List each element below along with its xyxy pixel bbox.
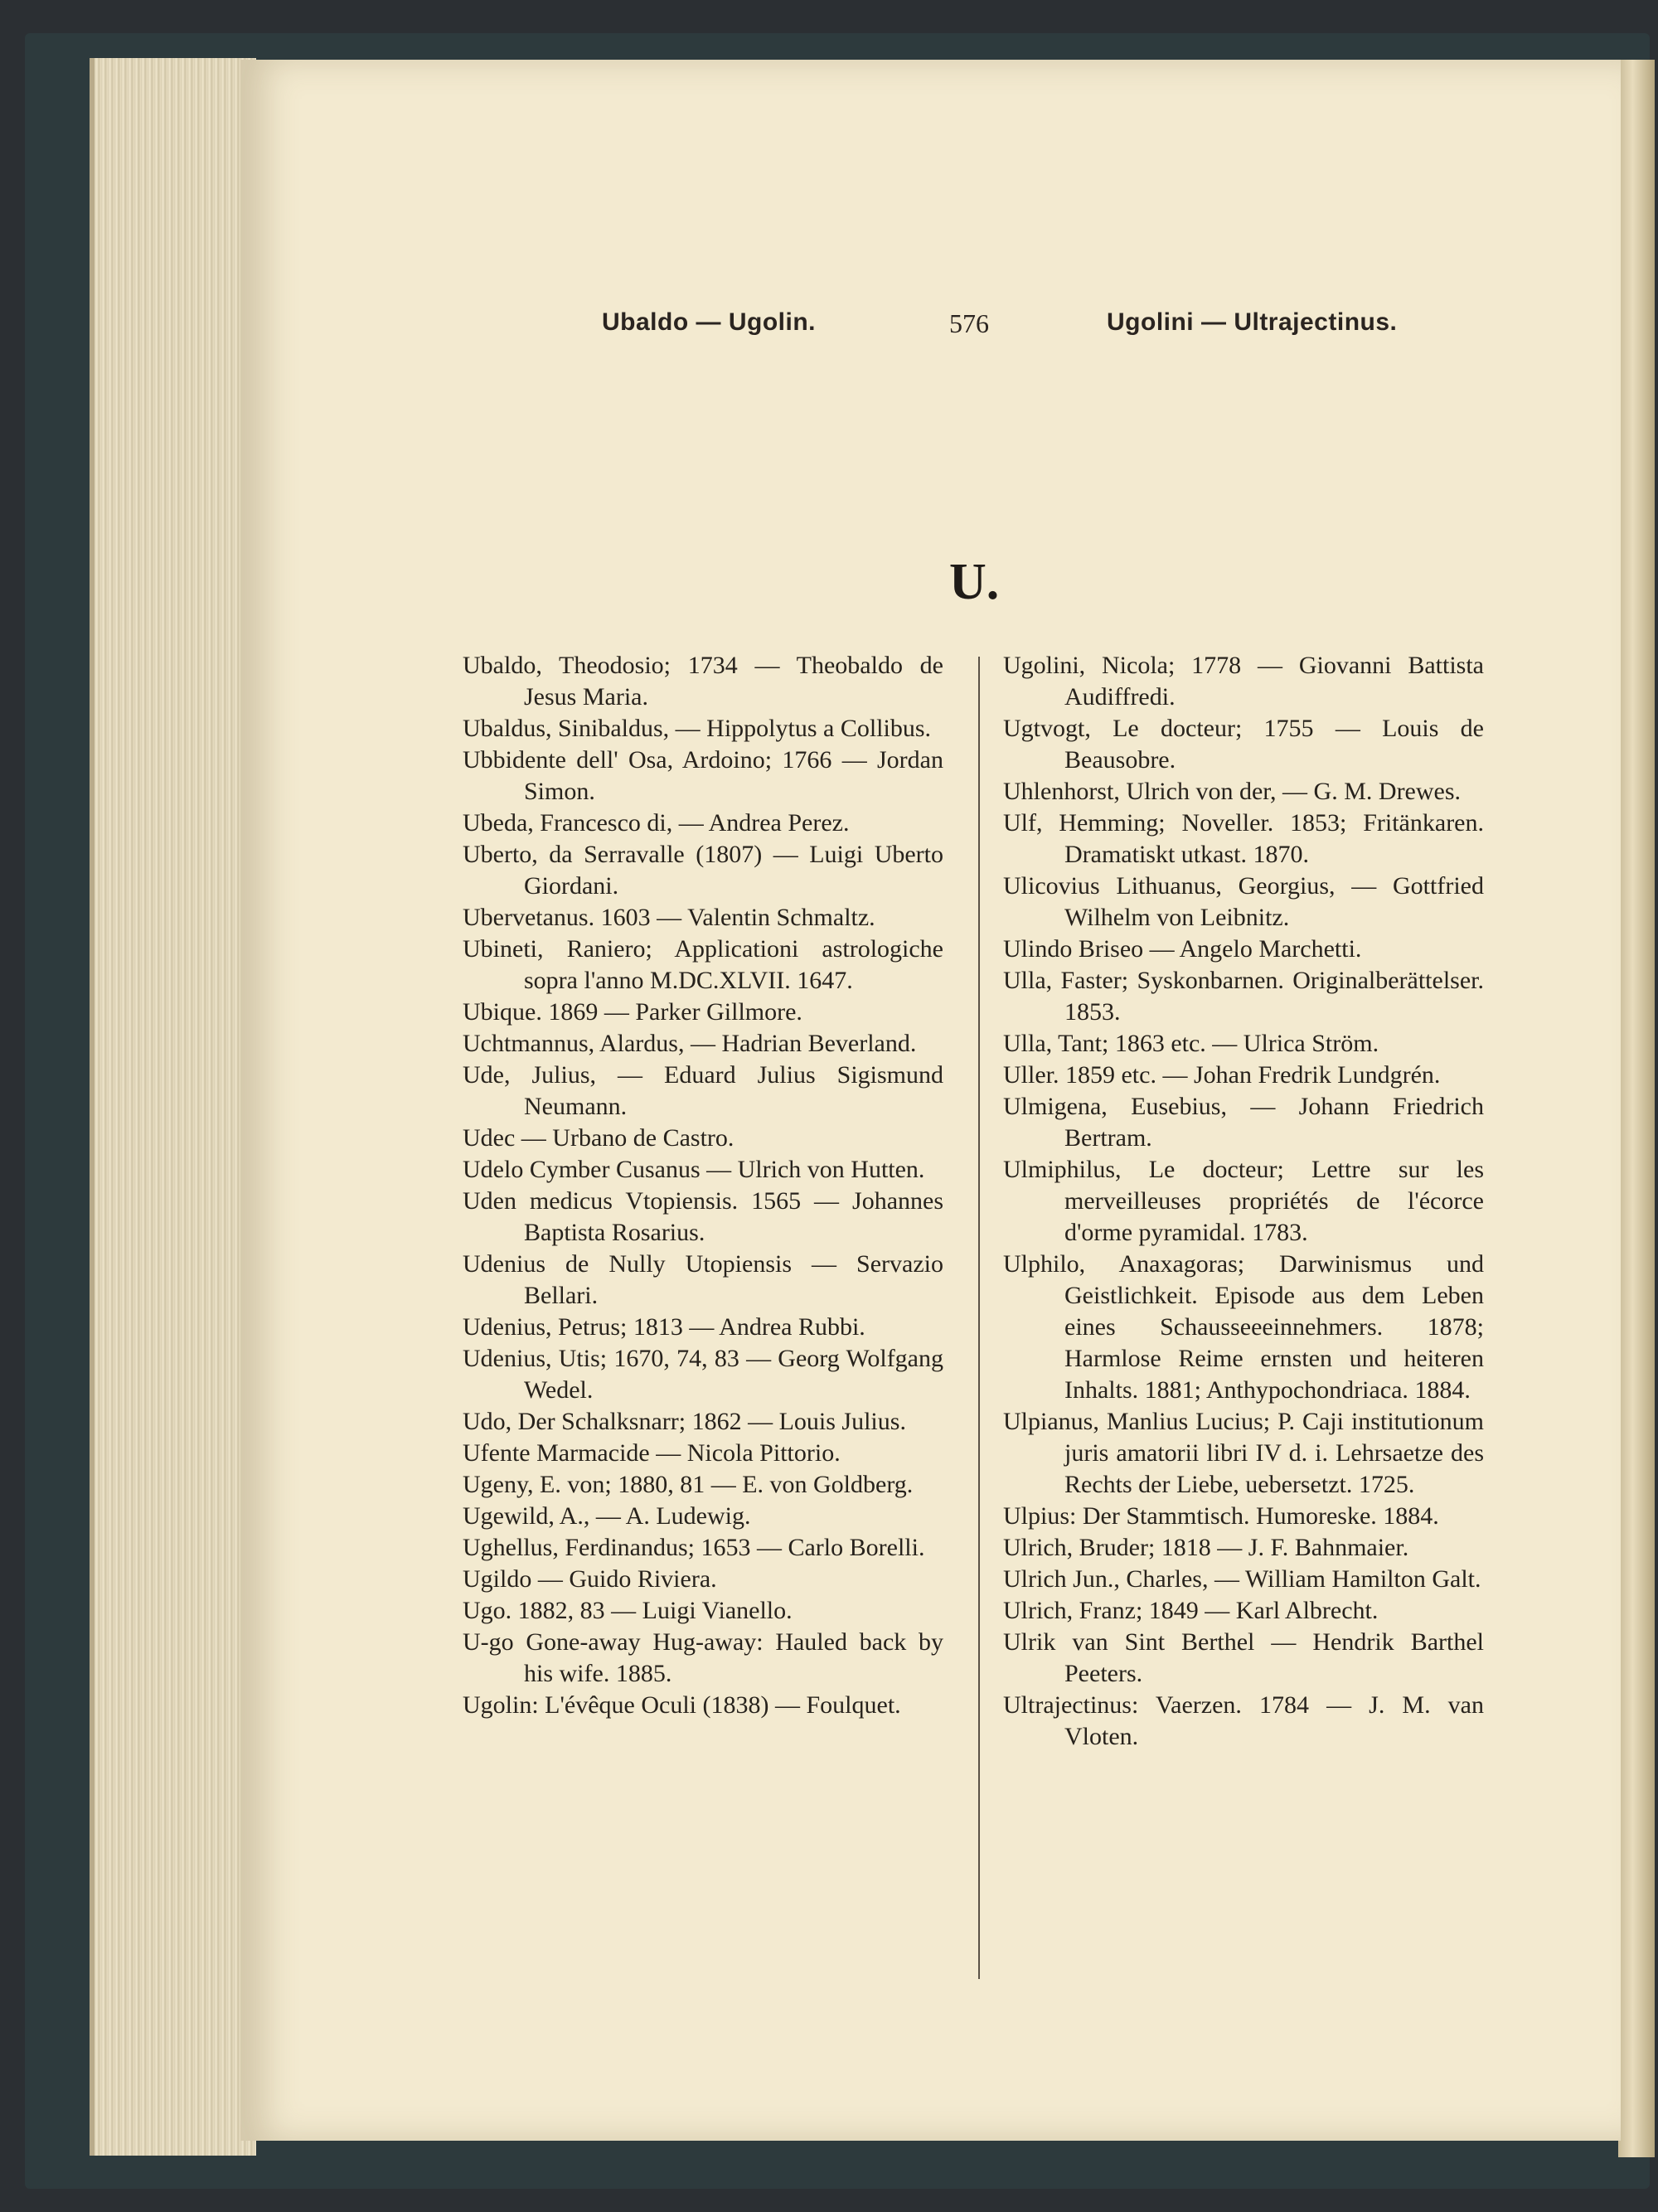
page-number: 576 — [949, 308, 989, 338]
book-page — [240, 60, 1621, 2141]
right-running-head: Ugolini — Ultrajectinus. — [1107, 308, 1398, 336]
index-entry: Ultrajectinus: Vaerzen. 1784 — J. M. van Vloten. — [1003, 1691, 1484, 1750]
index-entry: Ugolini, Nicola; 1778 — Giovanni Battista Audiffredi. — [1003, 652, 1484, 711]
index-entry: Ulrich Jun., Charles, — William Hamilton Galt. — [1003, 1565, 1481, 1593]
index-entry: Ulla, Faster; Syskonbarnen. Originalberättelser. 1853. — [1003, 967, 1484, 1026]
index-entry: Ulpianus, Manlius Lucius; P. Caji institutionum juris amatorii libri IV d. i. Lehrsaetze des Rechts der Liebe, uebersetzt. 1725. — [1003, 1408, 1484, 1498]
running-header — [240, 308, 1621, 342]
index-entry: Ugewild, A., — A. Ludewig. — [463, 1502, 751, 1530]
left-running-head: Ubaldo — Ugolin. — [602, 308, 816, 336]
index-entry: Ulmigena, Eusebius, — Johann Friedrich Bertram. — [1003, 1093, 1484, 1152]
index-entry: Uller. 1859 etc. — Johan Fredrik Lundgrén. — [1003, 1061, 1441, 1089]
index-entry: Uberto, da Serravalle (1807) — Luigi Uberto Giordani. — [463, 841, 943, 900]
index-entry: Udo, Der Schalksnarr; 1862 — Louis Julius. — [463, 1408, 906, 1435]
index-entry: Ubbidente dell' Osa, Ardoino; 1766 — Jordan Simon. — [463, 746, 943, 805]
index-entry: Uchtmannus, Alardus, — Hadrian Beverland. — [463, 1030, 917, 1057]
index-entry: Ulindo Briseo — Angelo Marchetti. — [1003, 935, 1362, 963]
index-entry: Ulicovius Lithuanus, Georgius, — Gottfried Wilhelm von Leibnitz. — [1003, 872, 1484, 931]
index-entry: Ubaldo, Theodosio; 1734 — Theobaldo de Jesus Maria. — [463, 652, 943, 711]
index-entry: Ugtvogt, Le docteur; 1755 — Louis de Beausobre. — [1003, 715, 1484, 774]
index-entry: Ulpius: Der Stammtisch. Humoreske. 1884. — [1003, 1502, 1439, 1530]
index-entry: Ulrik van Sint Berthel — Hendrik Barthel Peeters. — [1003, 1628, 1484, 1687]
page-edges — [90, 58, 256, 2156]
index-entry: Ubineti, Raniero; Applicationi astrologiche sopra l'anno M.DC.XLVII. 1647. — [463, 935, 943, 994]
page-right-edge — [1618, 60, 1655, 2157]
index-entry: Ulrich, Bruder; 1818 — J. F. Bahnmaier. — [1003, 1534, 1409, 1561]
index-entry: Udelo Cymber Cusanus — Ulrich von Hutten. — [463, 1156, 925, 1183]
index-entry: Udenius de Nully Utopiensis — Servazio Bellari. — [463, 1250, 943, 1309]
index-entry: Ulla, Tant; 1863 etc. — Ulrica Ström. — [1003, 1030, 1379, 1057]
index-entry: Ubique. 1869 — Parker Gillmore. — [463, 998, 802, 1026]
index-entry: U-go Gone-away Hug-away: Hauled back by his wife. 1885. — [463, 1628, 943, 1687]
right-column — [1003, 650, 1484, 1753]
index-entry: Ugo. 1882, 83 — Luigi Vianello. — [463, 1597, 793, 1624]
index-entry: Udec — Urbano de Castro. — [463, 1124, 734, 1152]
index-entry: Ubeda, Francesco di, — Andrea Perez. — [463, 809, 850, 837]
index-entry: Ugildo — Guido Riviera. — [463, 1565, 717, 1593]
index-entry: Ubervetanus. 1603 — Valentin Schmaltz. — [463, 904, 875, 931]
section-letter: U. — [949, 554, 1000, 610]
index-entry: Ugeny, E. von; 1880, 81 — E. von Goldberg. — [463, 1471, 914, 1498]
index-entry: Udenius, Petrus; 1813 — Andrea Rubbi. — [463, 1313, 865, 1341]
index-entry: Ugolin: L'évêque Oculi (1838) — Foulquet. — [463, 1691, 901, 1719]
index-entry: Ughellus, Ferdinandus; 1653 — Carlo Borelli. — [463, 1534, 925, 1561]
index-entry: Ulmiphilus, Le docteur; Lettre sur les merveilleuses propriétés de l'écorce d'orme pyramidal. 1783. — [1003, 1156, 1484, 1246]
index-entry: Uden medicus Vtopiensis. 1565 — Johannes Baptista Rosarius. — [463, 1187, 943, 1246]
index-entry: Udenius, Utis; 1670, 74, 83 — Georg Wolfgang Wedel. — [463, 1345, 943, 1404]
index-entry: Ufente Marmacide — Nicola Pittorio. — [463, 1439, 841, 1467]
left-column — [463, 650, 943, 1721]
index-entry: Ulphilo, Anaxagoras; Darwinismus und Geistlichkeit. Episode aus dem Leben eines Schausseeeinnehmers. 1878; Harmlose Reime ernsten und heiteren Inhalts. 1881; Anthypochondriaca. 1884. — [1003, 1250, 1484, 1404]
column-divider — [978, 657, 980, 1979]
index-entry: Ulf, Hemming; Noveller. 1853; Fritänkaren. Dramatiskt utkast. 1870. — [1003, 809, 1484, 868]
index-entry: Ulrich, Franz; 1849 — Karl Albrecht. — [1003, 1597, 1379, 1624]
index-entry: Uhlenhorst, Ulrich von der, — G. M. Drewes. — [1003, 778, 1462, 805]
index-entry: Ude, Julius, — Eduard Julius Sigismund Neumann. — [463, 1061, 943, 1120]
index-entry: Ubaldus, Sinibaldus, — Hippolytus a Collibus. — [463, 715, 932, 742]
